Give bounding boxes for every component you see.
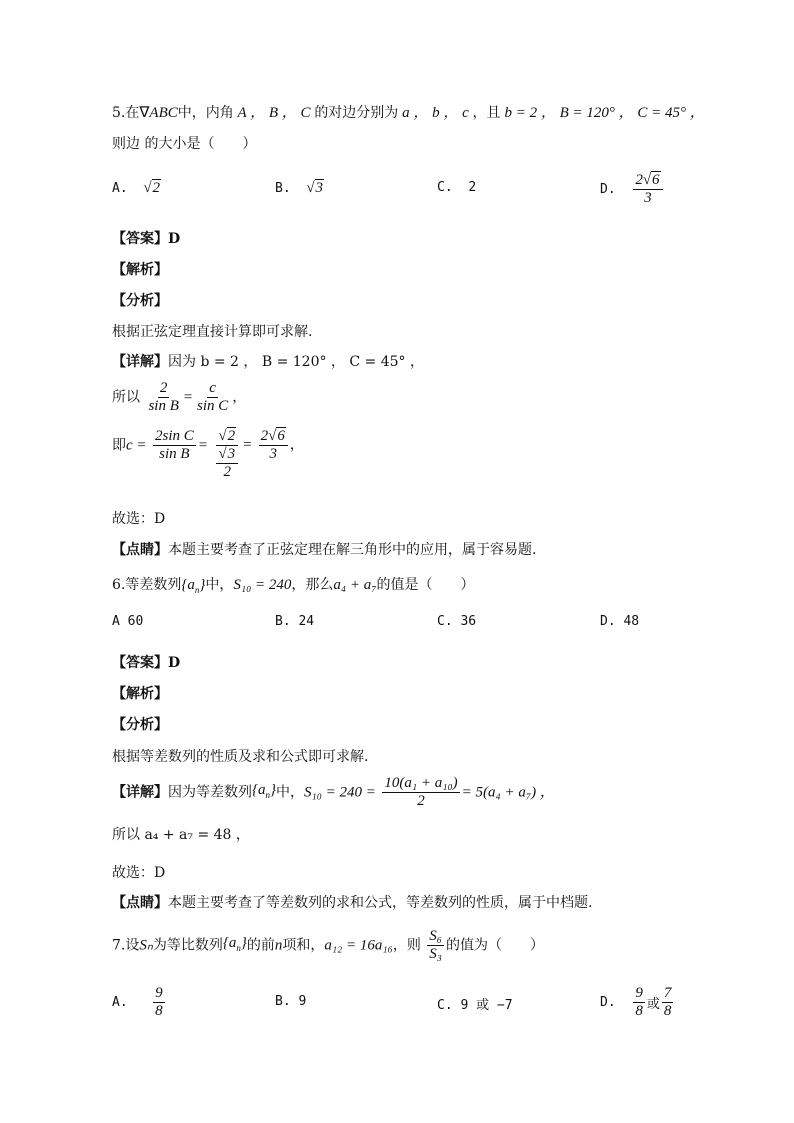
q6-guxuan: 故选：D (112, 865, 166, 881)
q5-jiexi: 【解析】 (112, 262, 168, 278)
q5-number: 5.在 (112, 105, 140, 121)
q6-option-c: C. 36 (437, 614, 477, 629)
q6-suoyi: 所以 a₄ + a₇ = 48 ， (112, 827, 250, 843)
q5-triangle: ABC (149, 105, 178, 121)
q6-answer: 【答案】D (112, 655, 181, 671)
q5-stem-line1: 5.在∇ABC中，内角 A ， B ， C 的对边分别为 a ， b ， c ，且 b = 2 ， B = 120° ， C = 45° ， (112, 105, 705, 121)
q5-guxuan: 故选：D (112, 511, 166, 527)
q6-dianjing: 【点睛】本题主要考查了等差数列的求和公式，等差数列的性质，属于中档题. (112, 895, 593, 911)
q5-option-b: B. √3 (275, 180, 324, 196)
q5-answer: 【答案】D (112, 231, 181, 247)
q6-fenxi-text: 根据等差数列的性质及求和公式即可求解. (112, 749, 369, 765)
q5-option-a: A. √2 (112, 180, 161, 196)
q6-stem: 6.等差数列$\{a_n\}$中，S₁₀ = 240，那么a₄ + a₇的值是（ ） (112, 577, 475, 595)
q6-option-a: A 60 (112, 614, 144, 629)
q5-option-c: C. 2 (437, 180, 477, 195)
q5-detail: 【详解】因为 b = 2 ， B = 120° ， C = 45° ， (112, 354, 424, 370)
q6-detail: 【详解】因为等差数列$\{a_n\}$中，S₁₀ = 240 = $\frac{\text{10(a₁ + a₁₀)}}{2}$ = 5(a₄ + a₇) ， (112, 775, 555, 809)
q5-conditions: b = 2 ， B = 120° ， C = 45° ， (504, 105, 705, 121)
q7-option-d: D. $\frac{9}{8}$ 或 $\frac{7}{8}$ (600, 985, 672, 1019)
q5-compute: 即c = $\frac{\text{2sin C}}{\text{sin B}}$ = √2 √3 2 = $\frac{2√6}{3}$ ， (112, 428, 304, 480)
q7-option-b: B. 9 (275, 994, 307, 1009)
q5-fenxi: 【分析】 (112, 293, 168, 309)
q6-jiexi: 【解析】 (112, 686, 168, 702)
q5-fenxi-text: 根据正弦定理直接计算即可求解. (112, 324, 313, 340)
q6-option-b: B. 24 (275, 614, 315, 629)
q7-option-c: C. 9 或 −7 (437, 998, 513, 1013)
q5-option-d: D. $\frac{2√6}{3}$ (600, 172, 665, 207)
q6-fenxi: 【分析】 (112, 717, 168, 733)
q7-stem: 7.设Sₙ为等比数列$\{a_n\}$的前n项和，a₁₂ = 16a₁₆，则 $\frac{\text{S₆}}{\text{S₃}}$ 的值为（ ） (112, 928, 544, 962)
q6-option-d: D. 48 (600, 614, 640, 629)
q5-sine-law: 所以 $\frac{2}{\text{sin B}}$ = $\frac{c}{\text{sin C}}$ ， (112, 380, 247, 414)
q7-option-a: A. $\frac{9}{8}$ (112, 985, 163, 1019)
q5-stem-line2: 则边 的大小是（ ） (112, 136, 257, 152)
q5-dianjing: 【点睛】本题主要考查了正弦定理在解三角形中的应用，属于容易题. (112, 542, 537, 558)
